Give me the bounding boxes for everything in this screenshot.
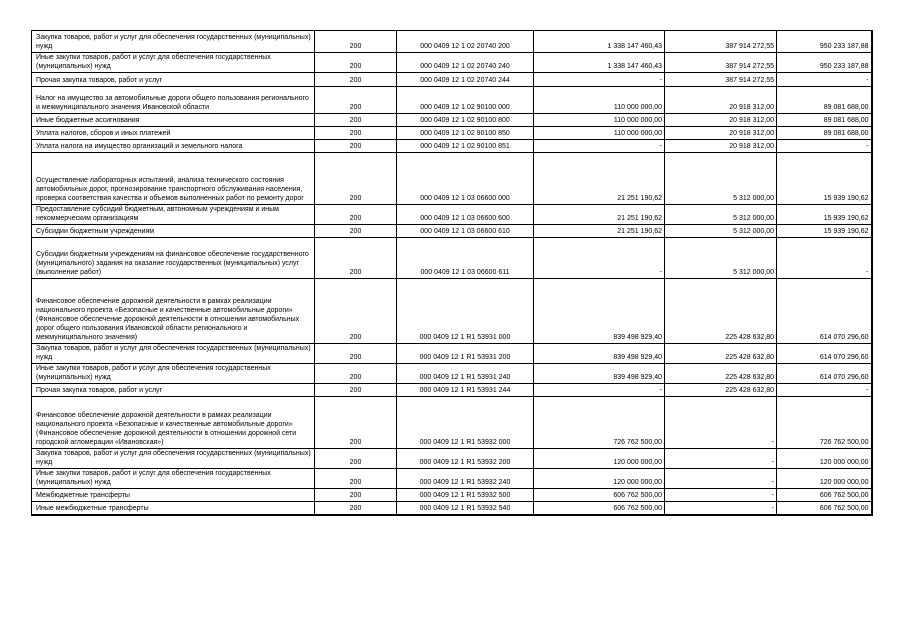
row-classification-code: 000 0409 12 1 03 06600 610: [397, 225, 534, 238]
row-unexecuted-amount: 15 939 190,62: [777, 225, 872, 238]
row-unexecuted-amount: 89 081 688,00: [777, 127, 872, 140]
row-unexecuted-amount: 606 762 500,00: [777, 502, 872, 515]
row-approved-amount: 21 251 190,62: [534, 153, 665, 205]
table-row: [32, 53, 872, 73]
row-classification-code: 000 0409 12 1 R1 53932 540: [397, 502, 534, 515]
row-approved-amount: 839 498 929,40: [534, 279, 665, 344]
row-executed-amount: 225 428 632,80: [665, 384, 777, 397]
row-approved-amount: 606 762 500,00: [534, 489, 665, 502]
row-executed-amount: 5 312 000,00: [665, 238, 777, 279]
row-executed-amount: -: [665, 489, 777, 502]
row-classification-code: 000 0409 12 1 02 90100 000: [397, 87, 534, 114]
row-approved-amount: 606 762 500,00: [534, 502, 665, 515]
row-unexecuted-amount: 89 081 688,00: [777, 114, 872, 127]
row-name: Иные закупки товаров, работ и услуг для обеспечения государственных (муниципальных) нужд: [32, 364, 315, 384]
table-row: [32, 469, 872, 489]
row-line-code: 200: [315, 502, 397, 515]
row-executed-amount: 387 914 272,55: [665, 31, 777, 53]
row-line-code: 200: [315, 225, 397, 238]
row-approved-amount: 120 000 000,00: [534, 449, 665, 469]
row-name: Иные закупки товаров, работ и услуг для обеспечения государственных (муниципальных) нужд: [32, 53, 315, 73]
row-approved-amount: 1 338 147 460,43: [534, 31, 665, 53]
table-row: [32, 279, 872, 344]
row-line-code: 200: [315, 87, 397, 114]
budget-execution-table: [31, 30, 873, 516]
row-approved-amount: 21 251 190,62: [534, 205, 665, 225]
row-name: Субсидии бюджетным учреждениям на финансовое обеспечение государственного (муниципального) задания на оказание государственных (муниципальных) услуг (выполнение работ): [32, 238, 315, 279]
row-unexecuted-amount: -: [777, 238, 872, 279]
table-row: [32, 449, 872, 469]
row-name: Иные бюджетные ассигнования: [32, 114, 315, 127]
row-line-code: 200: [315, 153, 397, 205]
row-line-code: 200: [315, 140, 397, 153]
row-unexecuted-amount: 950 233 187,88: [777, 31, 872, 53]
row-name: Закупка товаров, работ и услуг для обеспечения государственных (муниципальных) нужд: [32, 344, 315, 364]
row-unexecuted-amount: 89 081 688,00: [777, 87, 872, 114]
row-classification-code: 000 0409 12 1 02 20740 200: [397, 31, 534, 53]
row-line-code: 200: [315, 344, 397, 364]
row-executed-amount: 225 428 632,80: [665, 279, 777, 344]
row-line-code: 200: [315, 127, 397, 140]
row-executed-amount: 387 914 272,55: [665, 73, 777, 87]
row-line-code: 200: [315, 469, 397, 489]
row-classification-code: 000 0409 12 1 R1 53931 000: [397, 279, 534, 344]
table-row: [32, 140, 872, 153]
row-classification-code: 000 0409 12 1 02 20740 240: [397, 53, 534, 73]
row-classification-code: 000 0409 12 1 02 90100 850: [397, 127, 534, 140]
row-executed-amount: 20 918 312,00: [665, 114, 777, 127]
row-name: Налог на имущество за автомобильные дороги общего пользования регионального и межмуниципального значения Ивановской области: [32, 87, 315, 114]
row-line-code: 200: [315, 397, 397, 449]
row-unexecuted-amount: 726 762 500,00: [777, 397, 872, 449]
row-unexecuted-amount: -: [777, 73, 872, 87]
row-unexecuted-amount: 950 233 187,88: [777, 53, 872, 73]
row-classification-code: 000 0409 12 1 02 20740 244: [397, 73, 534, 87]
row-approved-amount: 110 000 000,00: [534, 87, 665, 114]
row-unexecuted-amount: 606 762 500,00: [777, 489, 872, 502]
row-unexecuted-amount: -: [777, 140, 872, 153]
row-name: Закупка товаров, работ и услуг для обеспечения государственных (муниципальных) нужд: [32, 31, 315, 53]
row-executed-amount: 5 312 000,00: [665, 153, 777, 205]
row-executed-amount: 5 312 000,00: [665, 225, 777, 238]
row-line-code: 200: [315, 364, 397, 384]
row-classification-code: 000 0409 12 1 R1 53932 200: [397, 449, 534, 469]
row-approved-amount: -: [534, 384, 665, 397]
row-classification-code: 000 0409 12 1 03 06600 000: [397, 153, 534, 205]
row-unexecuted-amount: 120 000 000,00: [777, 449, 872, 469]
table-row: [32, 502, 872, 515]
row-classification-code: 000 0409 12 1 R1 53932 240: [397, 469, 534, 489]
row-line-code: 200: [315, 114, 397, 127]
row-executed-amount: 225 428 632,80: [665, 364, 777, 384]
row-line-code: 200: [315, 384, 397, 397]
row-name: Финансовое обеспечение дорожной деятельности в рамках реализации национального проекта «Безопасные и качественные автомобильные дороги» (Финансовое обеспечение дорожной деятельности в отношении автомобильных дорог общего пользования Ивановской области регионального и межмуниципального значения): [32, 279, 315, 344]
row-executed-amount: -: [665, 469, 777, 489]
row-approved-amount: 110 000 000,00: [534, 127, 665, 140]
row-executed-amount: 20 918 312,00: [665, 87, 777, 114]
table-row: [32, 384, 872, 397]
row-executed-amount: 225 428 632,80: [665, 344, 777, 364]
row-name: Прочая закупка товаров, работ и услуг: [32, 73, 315, 87]
row-unexecuted-amount: 120 000 000,00: [777, 469, 872, 489]
row-classification-code: 000 0409 12 1 R1 53932 500: [397, 489, 534, 502]
row-unexecuted-amount: -: [777, 384, 872, 397]
table-row: [32, 73, 872, 87]
row-classification-code: 000 0409 12 1 R1 53931 244: [397, 384, 534, 397]
row-name: Осуществление лабораторных испытаний, анализа технического состояния автомобильных дорог, прогнозирование транспортного обслуживания населения, проверка соответствия качества и объемов выполненных работ по ремонту дорог: [32, 153, 315, 205]
row-name: Закупка товаров, работ и услуг для обеспечения государственных (муниципальных) нужд: [32, 449, 315, 469]
row-line-code: 200: [315, 449, 397, 469]
row-classification-code: 000 0409 12 1 03 06600 611: [397, 238, 534, 279]
row-executed-amount: 20 918 312,00: [665, 140, 777, 153]
row-name: Финансовое обеспечение дорожной деятельности в рамках реализации национального проекта «Безопасные и качественные автомобильные дороги» (Финансовое обеспечение дорожной деятельности в отношении дорожной сети городской агломерации «Ивановская»): [32, 397, 315, 449]
row-approved-amount: 1 338 147 460,43: [534, 53, 665, 73]
row-line-code: 200: [315, 279, 397, 344]
row-approved-amount: 110 000 000,00: [534, 114, 665, 127]
row-approved-amount: 21 251 190,62: [534, 225, 665, 238]
row-classification-code: 000 0409 12 1 02 90100 800: [397, 114, 534, 127]
row-executed-amount: 5 312 000,00: [665, 205, 777, 225]
table-row: [32, 87, 872, 114]
row-approved-amount: 120 000 000,00: [534, 469, 665, 489]
row-line-code: 200: [315, 489, 397, 502]
row-approved-amount: 839 498 929,40: [534, 364, 665, 384]
row-unexecuted-amount: 614 070 296,60: [777, 364, 872, 384]
row-line-code: 200: [315, 31, 397, 53]
row-executed-amount: -: [665, 397, 777, 449]
table-row: [32, 489, 872, 502]
table-row: [32, 153, 872, 205]
row-unexecuted-amount: 15 939 190,62: [777, 205, 872, 225]
table-row: [32, 364, 872, 384]
row-name: Предоставление субсидий бюджетным, автономным учреждениям и иным некоммерческим организациям: [32, 205, 315, 225]
row-name: Иные межбюджетные трансферты: [32, 502, 315, 515]
row-executed-amount: 20 918 312,00: [665, 127, 777, 140]
row-name: Уплата налога на имущество организаций и земельного налога: [32, 140, 315, 153]
row-classification-code: 000 0409 12 1 02 90100 851: [397, 140, 534, 153]
row-approved-amount: -: [534, 238, 665, 279]
row-executed-amount: -: [665, 449, 777, 469]
row-line-code: 200: [315, 205, 397, 225]
row-name: Прочая закупка товаров, работ и услуг: [32, 384, 315, 397]
row-classification-code: 000 0409 12 1 R1 53932 000: [397, 397, 534, 449]
row-line-code: 200: [315, 238, 397, 279]
row-name: Межбюджетные трансферты: [32, 489, 315, 502]
row-classification-code: 000 0409 12 1 03 06600 600: [397, 205, 534, 225]
row-approved-amount: 726 762 500,00: [534, 397, 665, 449]
row-unexecuted-amount: 614 070 296,60: [777, 279, 872, 344]
budget-table-body: [32, 31, 872, 515]
table-row: [32, 114, 872, 127]
table-row: [32, 31, 872, 53]
table-row: [32, 397, 872, 449]
row-approved-amount: -: [534, 140, 665, 153]
row-name: Иные закупки товаров, работ и услуг для обеспечения государственных (муниципальных) нужд: [32, 469, 315, 489]
row-line-code: 200: [315, 53, 397, 73]
row-unexecuted-amount: 614 070 296,60: [777, 344, 872, 364]
table-row: [32, 127, 872, 140]
table-row: [32, 225, 872, 238]
row-classification-code: 000 0409 12 1 R1 53931 240: [397, 364, 534, 384]
row-name: Уплата налогов, сборов и иных платежей: [32, 127, 315, 140]
row-line-code: 200: [315, 73, 397, 87]
table-row: [32, 205, 872, 225]
table-row: [32, 238, 872, 279]
row-name: Субсидии бюджетным учреждениям: [32, 225, 315, 238]
row-executed-amount: -: [665, 502, 777, 515]
table-row: [32, 344, 872, 364]
row-executed-amount: 387 914 272,55: [665, 53, 777, 73]
row-unexecuted-amount: 15 939 190,62: [777, 153, 872, 205]
row-classification-code: 000 0409 12 1 R1 53931 200: [397, 344, 534, 364]
row-approved-amount: 839 498 929,40: [534, 344, 665, 364]
row-approved-amount: -: [534, 73, 665, 87]
